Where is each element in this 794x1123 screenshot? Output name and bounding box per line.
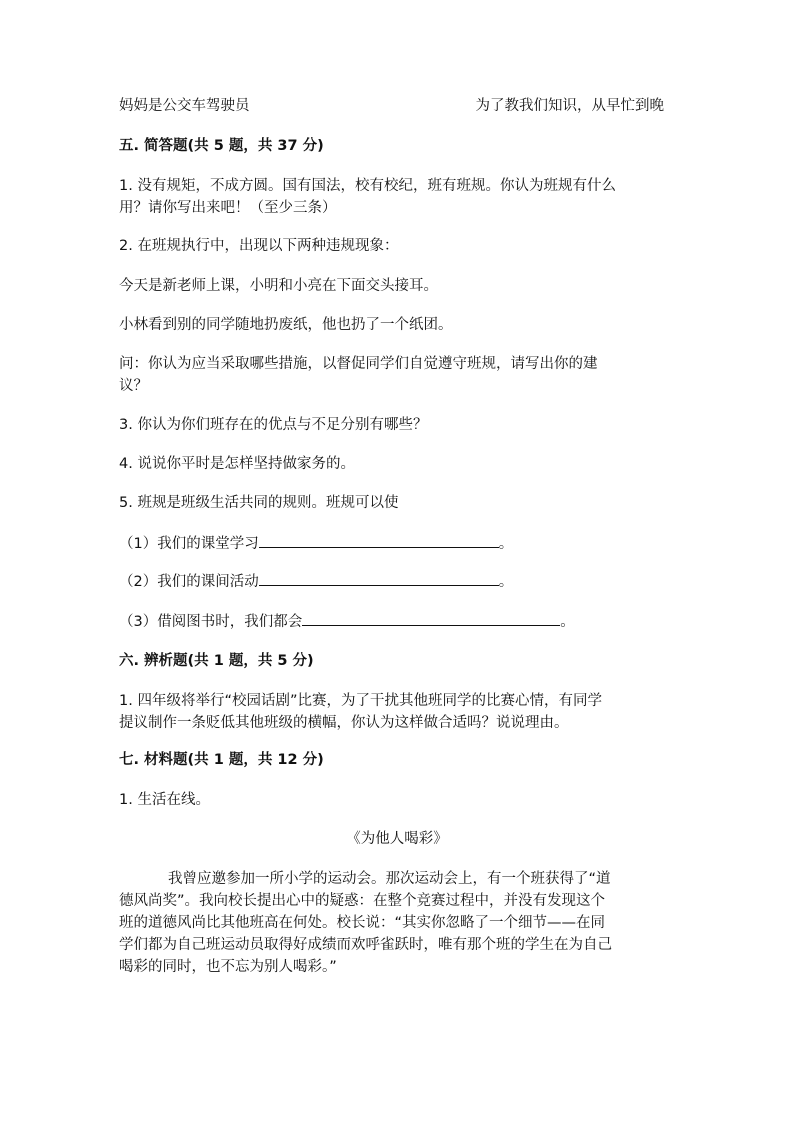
s5-q5-sub1 [119,533,513,555]
passage-title: 《为他人喝彩》 [346,831,448,847]
section7-heading: 七. 材料题(共 1 题，共 12 分) [119,752,324,768]
s6-q1-line1: 1. 四年级将举行“校园话剧”比赛，为了干扰其他班同学的比赛心情，有同学 [119,693,602,709]
period: 。 [498,574,514,590]
s5-q2-case2: 小林看到别的同学随地扔废纸，他也扔了一个纸团。 [119,317,453,333]
s5-q4: 4. 说说你平时是怎样坚持做家务的。 [119,456,355,472]
top-row-left: 妈妈是公交车驾驶员 [119,98,250,114]
passage-line5: 喝彩的同时，也不忘为别人喝彩。” [119,959,337,975]
s5-q1-line1: 1. 没有规矩，不成方圆。国有国法，校有校纪，班有班规。你认为班规有什么 [119,178,616,194]
s7-q1: 1. 生活在线。 [119,792,210,808]
period: 。 [560,614,575,630]
s5-q2-ask-line2: 议？ [119,378,148,394]
answer-blank-3[interactable] [302,611,560,626]
s5-q5-sub3 [119,611,575,633]
passage-line3: 班的道德风尚比其他班高在何处。校长说：“其实你忽略了一个细节——在同 [119,915,606,931]
section5-heading: 五. 简答题(共 5 题，共 37 分) [119,138,324,154]
s6-q1-line2: 提议制作一条贬低其他班级的横幅，你认为这样做合适吗？说说理由。 [119,715,569,731]
s5-q3: 3. 你认为你们班存在的优点与不足分别有哪些？ [119,417,428,433]
s5-q5-sub1-label: （1）我们的课堂学习 [119,536,259,552]
s5-q5-sub3-label: （3）借阅图书时，我们都会 [119,614,303,630]
s5-q5-sub2 [119,571,513,593]
s5-q2: 2. 在班规执行中，出现以下两种违规现象： [119,238,399,254]
s5-q5: 5. 班规是班级生活共同的规则。班规可以使 [119,495,399,511]
s5-q5-sub2-label: （2）我们的课间活动 [119,574,259,590]
passage-line2: 德风尚奖”。我向校长提出心中的疑惑：在整个竞赛过程中，并没有发现这个 [119,893,606,909]
s5-q1-line2: 用？请你写出来吧！（至少三条） [119,200,337,216]
section6-heading: 六. 辨析题(共 1 题，共 5 分) [119,653,314,669]
top-row-right: 为了教我们知识，从早忙到晚 [475,98,664,114]
period: 。 [498,536,514,552]
s5-q2-ask-line1: 问：你认为应当采取哪些措施，以督促同学们自觉遵守班规，请写出你的建 [119,356,598,372]
passage-line4: 学们都为自己班运动员取得好成绩而欢呼雀跃时，唯有那个班的学生在为自己 [119,937,612,953]
passage-line1: 我曾应邀参加一所小学的运动会。那次运动会上，有一个班获得了“道 [168,871,611,887]
answer-blank-2[interactable] [259,571,499,586]
s5-q2-case1: 今天是新老师上课，小明和小亮在下面交头接耳。 [119,278,438,294]
answer-blank-1[interactable] [259,533,499,548]
